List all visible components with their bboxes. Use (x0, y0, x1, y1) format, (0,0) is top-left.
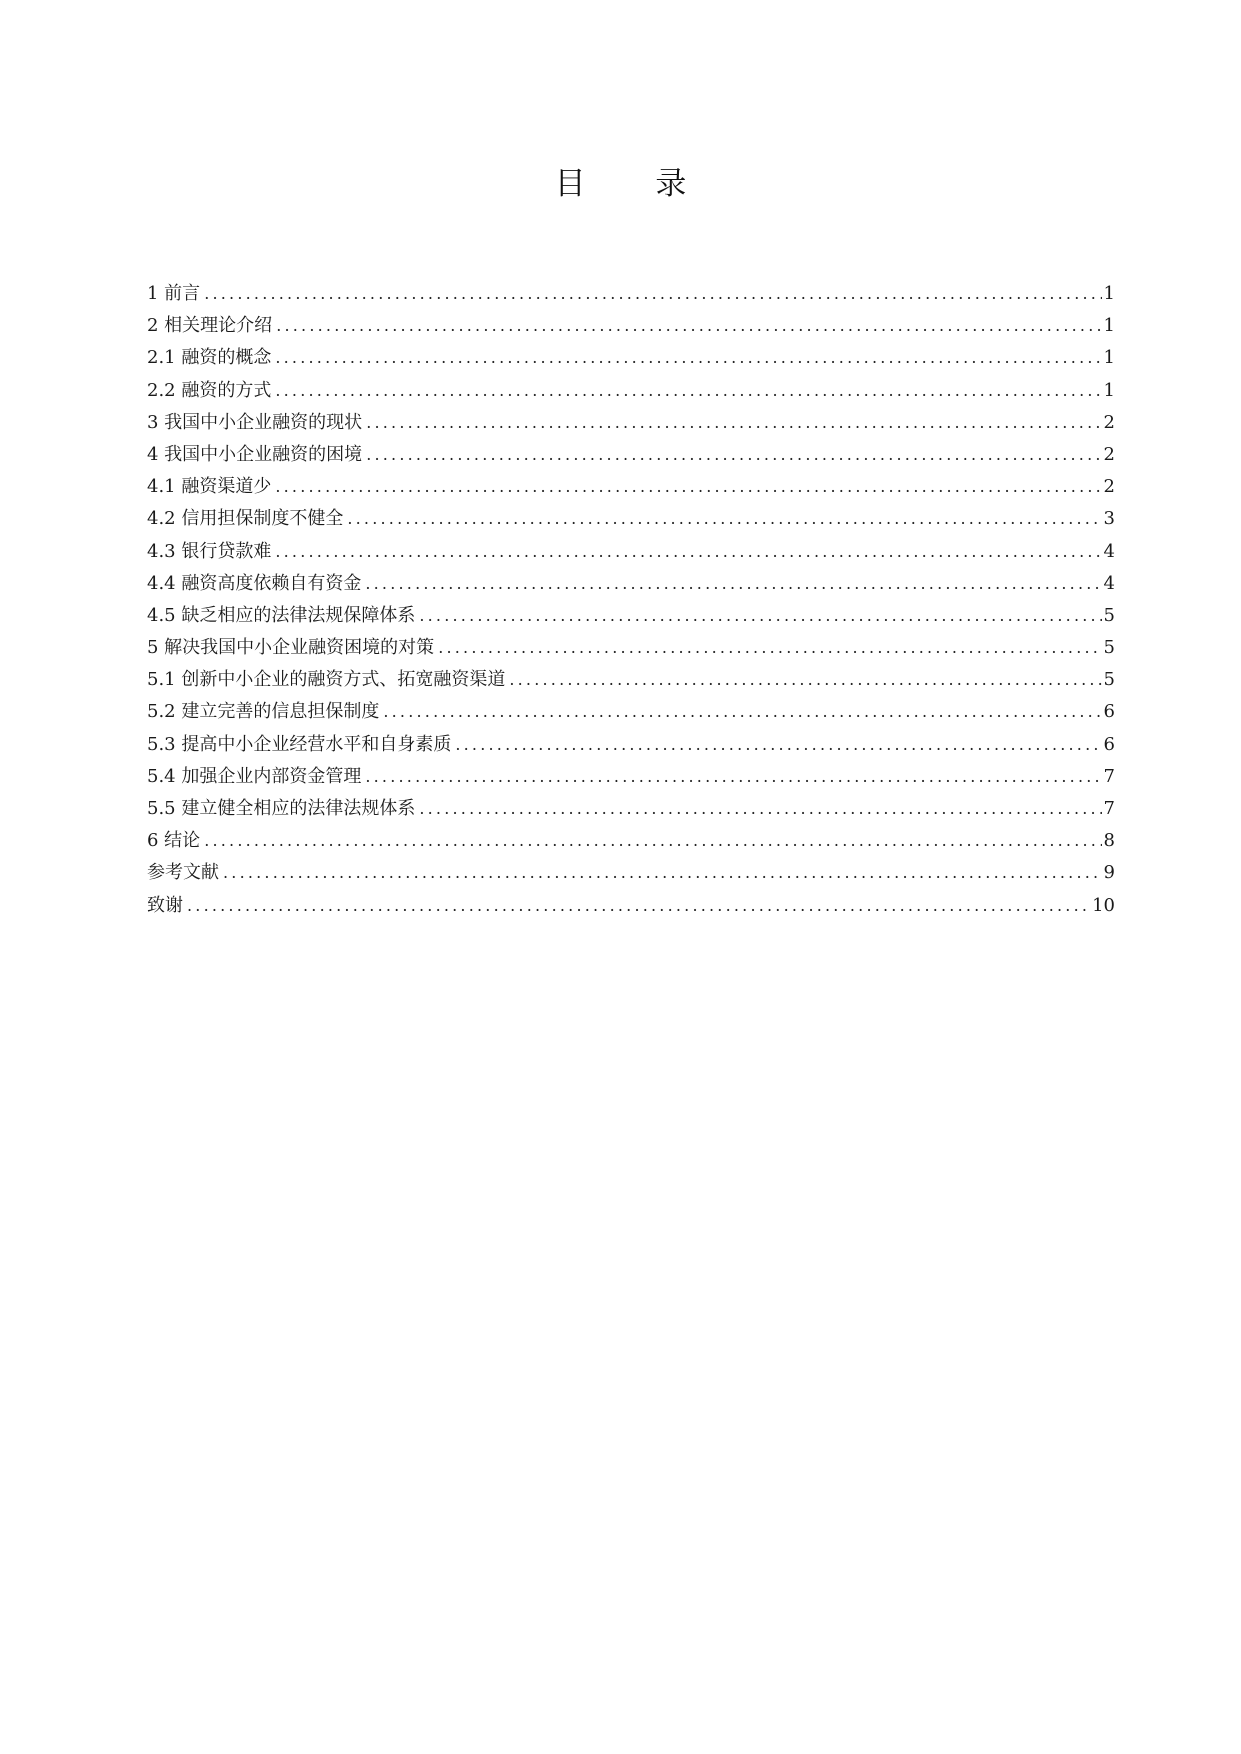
toc-page-number: 7 (1103, 798, 1115, 819)
toc-entry-1[interactable] (147, 278, 1115, 310)
toc-entry-label: 4.1 融资渠道少 (147, 476, 272, 498)
toc-entry-15[interactable] (147, 729, 1115, 761)
toc-entry-label: 5.2 建立完善的信息担保制度 (147, 701, 380, 723)
toc-entry-label: 1 前言 (147, 283, 201, 304)
toc-dot-leader (275, 375, 1101, 407)
toc-page-number: 5 (1103, 604, 1115, 626)
toc-entry-label: 4 我国中小企业融资的困境 (147, 443, 363, 465)
toc-page-number: 2 (1103, 443, 1115, 465)
page-title: 目 录 (554, 166, 717, 202)
toc-entry-16[interactable] (147, 761, 1115, 793)
toc-entry-10[interactable] (147, 568, 1115, 600)
toc-page-number: 5 (1103, 637, 1115, 659)
toc-page-number: 10 (1092, 894, 1115, 916)
table-of-contents (147, 278, 1115, 922)
toc-page-number: 4 (1103, 540, 1115, 562)
toc-entry-20[interactable] (147, 890, 1115, 922)
toc-page-number: 6 (1103, 701, 1115, 723)
toc-page-number: 1 (1103, 347, 1115, 369)
toc-page-number: 9 (1103, 862, 1115, 884)
toc-entry-label: 2.1 融资的概念 (147, 347, 272, 369)
toc-entry-12[interactable] (147, 632, 1115, 664)
toc-entry-11[interactable] (147, 600, 1115, 632)
toc-page-number: 5 (1103, 669, 1115, 691)
toc-page-number: 1 (1103, 315, 1115, 337)
toc-dot-leader (419, 793, 1101, 825)
toc-entry-8[interactable] (147, 503, 1115, 535)
toc-dot-leader (365, 761, 1101, 793)
toc-page-number: 6 (1103, 733, 1115, 755)
toc-entry-label: 5.1 创新中小企业的融资方式、拓宽融资渠道 (147, 669, 506, 691)
toc-dot-leader (366, 439, 1101, 471)
toc-entry-4[interactable] (147, 375, 1115, 407)
toc-page-number: 2 (1103, 476, 1115, 498)
toc-entry-6[interactable] (147, 439, 1115, 471)
toc-page-number: 2 (1103, 411, 1115, 433)
toc-entry-label: 4.3 银行贷款难 (147, 540, 272, 562)
toc-dot-leader (419, 600, 1101, 632)
toc-entry-9[interactable] (147, 536, 1115, 568)
toc-entry-3[interactable] (147, 342, 1115, 374)
toc-entry-18[interactable] (147, 825, 1115, 857)
toc-entry-label: 4.2 信用担保制度不健全 (147, 508, 344, 530)
toc-entry-17[interactable] (147, 793, 1115, 825)
toc-dot-leader (438, 632, 1101, 664)
toc-entry-label: 5 解决我国中小企业融资困境的对策 (147, 637, 435, 659)
toc-entry-7[interactable] (147, 471, 1115, 503)
toc-entry-label: 3 我国中小企业融资的现状 (147, 411, 363, 433)
toc-entry-label: 4.4 融资高度依赖自有资金 (147, 572, 362, 594)
toc-entry-label: 参考文献 (147, 862, 219, 884)
toc-entry-label: 5.5 建立健全相应的法律法规体系 (147, 798, 416, 819)
toc-page-number: 7 (1103, 765, 1115, 787)
toc-entry-label: 5.3 提高中小企业经营水平和自身素质 (147, 733, 452, 755)
toc-entry-label: 2 相关理论介绍 (147, 315, 273, 337)
toc-entry-label: 致谢 (147, 894, 183, 916)
toc-page-number: 4 (1103, 572, 1115, 594)
toc-dot-leader (347, 503, 1101, 535)
toc-dot-leader (204, 278, 1101, 310)
toc-entry-label: 2.2 融资的方式 (147, 379, 272, 401)
toc-page-number: 8 (1103, 830, 1115, 852)
toc-entry-13[interactable] (147, 664, 1115, 696)
toc-entry-19[interactable] (147, 857, 1115, 889)
toc-entry-label: 6 结论 (147, 830, 201, 852)
toc-entry-2[interactable] (147, 310, 1115, 342)
toc-dot-leader (383, 696, 1101, 728)
toc-dot-leader (275, 536, 1101, 568)
toc-dot-leader (276, 310, 1101, 342)
toc-page-number: 1 (1103, 283, 1115, 304)
toc-entry-label: 5.4 加强企业内部资金管理 (147, 765, 362, 787)
toc-entry-14[interactable] (147, 696, 1115, 728)
toc-dot-leader (187, 890, 1090, 922)
toc-page-number: 1 (1103, 379, 1115, 401)
toc-dot-leader (455, 729, 1101, 761)
toc-dot-leader (275, 342, 1101, 374)
toc-entry-label: 4.5 缺乏相应的法律法规保障体系 (147, 604, 416, 626)
toc-page-number: 3 (1103, 508, 1115, 530)
toc-dot-leader (275, 471, 1101, 503)
toc-dot-leader (366, 407, 1101, 439)
toc-dot-leader (223, 857, 1102, 889)
toc-entry-5[interactable] (147, 407, 1115, 439)
toc-dot-leader (365, 568, 1101, 600)
toc-dot-leader (509, 664, 1101, 696)
toc-dot-leader (204, 825, 1101, 857)
